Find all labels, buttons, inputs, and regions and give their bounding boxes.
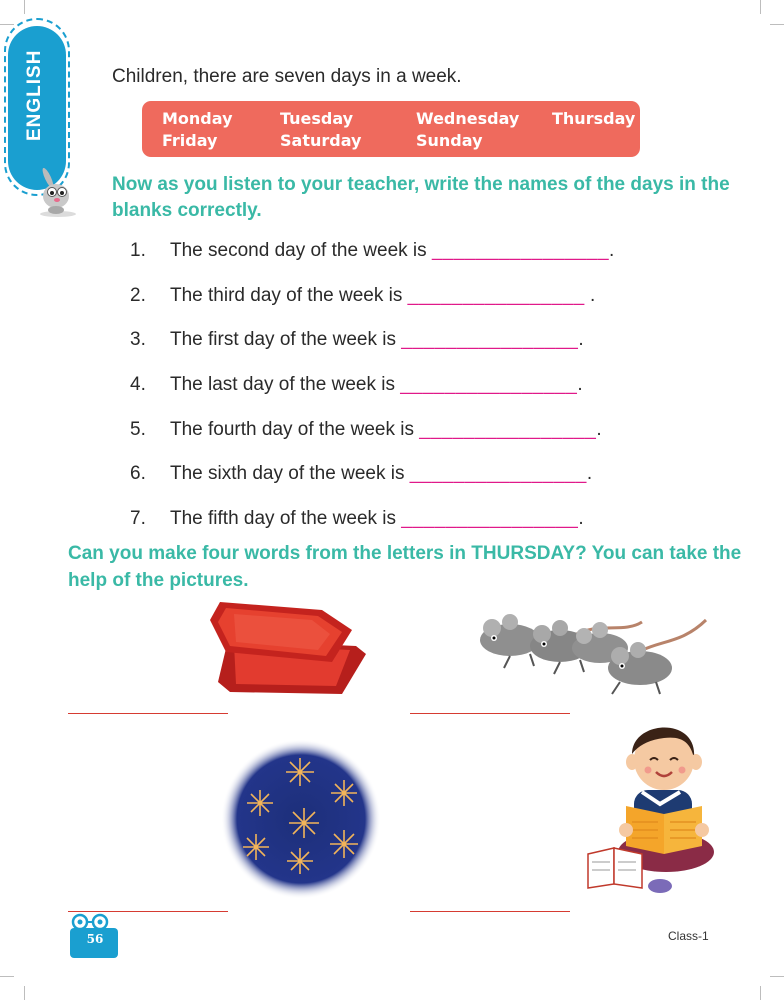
- question-end: .: [596, 419, 602, 440]
- intro-text: Children, there are seven days in a week.: [112, 66, 462, 87]
- days-of-week-box: [142, 101, 640, 157]
- subject-tab-label: ENGLISH: [24, 49, 45, 141]
- crop-mark: [0, 976, 14, 977]
- question-text: The fifth day of the week is: [170, 508, 402, 529]
- question-number: 4.: [130, 374, 146, 395]
- crop-mark: [24, 986, 25, 1000]
- task2-heading: Can you make four words from the letters in THURSDAY? You can take the help of the pictures.: [68, 543, 742, 591]
- answer-blank[interactable]: ________________: [400, 374, 578, 395]
- answer-blank[interactable]: ________________: [401, 508, 579, 529]
- question-text: The fourth day of the week is: [170, 419, 420, 440]
- answer-blank[interactable]: ________________: [401, 329, 579, 350]
- question-item: [130, 463, 592, 485]
- answer-blank[interactable]: ________________: [431, 240, 610, 261]
- answer-blank[interactable]: ________________: [419, 419, 597, 440]
- day-label: Wednesday: [416, 109, 520, 128]
- day-label: Tuesday: [280, 109, 354, 128]
- question-end: .: [609, 240, 615, 261]
- answer-line[interactable]: [410, 713, 570, 714]
- crop-mark: [24, 0, 25, 14]
- answer-blank[interactable]: ________________: [407, 285, 585, 306]
- day-label: Sunday: [416, 131, 483, 150]
- question-text: The second day of the week is: [170, 240, 432, 261]
- question-end: .: [578, 508, 584, 529]
- question-item: [130, 329, 584, 351]
- question-item: [130, 374, 583, 396]
- stars-picture: [220, 738, 382, 900]
- class-label: Class-1: [668, 929, 709, 943]
- rats-picture: [470, 606, 718, 702]
- page-number: 56: [86, 932, 104, 946]
- day-label: Saturday: [280, 131, 362, 150]
- question-end: .: [578, 329, 584, 350]
- question-end: .: [577, 374, 583, 395]
- question-item: [130, 419, 602, 441]
- rabbit-mascot-icon: [34, 166, 82, 218]
- question-number: 2.: [130, 285, 146, 306]
- day-label: Thursday: [552, 109, 636, 128]
- crop-mark: [760, 0, 761, 14]
- answer-line[interactable]: [68, 713, 228, 714]
- day-label: Monday: [162, 109, 233, 128]
- answer-blank[interactable]: ________________: [409, 463, 587, 484]
- crop-mark: [0, 24, 14, 25]
- question-text: The third day of the week is: [170, 285, 408, 306]
- answer-line[interactable]: [410, 911, 570, 912]
- question-text: The sixth day of the week is: [170, 463, 410, 484]
- question-end: .: [584, 285, 596, 306]
- question-item: [130, 285, 595, 307]
- question-number: 6.: [130, 463, 146, 484]
- question-item: [130, 508, 584, 530]
- instruction-heading: Now as you listen to your teacher, write the names of the days in the blanks correctly.: [112, 174, 730, 221]
- question-item: [130, 240, 614, 262]
- trays-picture: [206, 596, 368, 700]
- question-number: 3.: [130, 329, 146, 350]
- question-number: 5.: [130, 419, 146, 440]
- day-label: Friday: [162, 131, 218, 150]
- crop-mark: [770, 24, 784, 25]
- question-text: The last day of the week is: [170, 374, 401, 395]
- crop-mark: [770, 976, 784, 977]
- question-end: .: [586, 463, 593, 484]
- question-number: 7.: [130, 508, 146, 529]
- child-reading-picture: [586, 712, 718, 902]
- crop-mark: [760, 986, 761, 1000]
- question-text: The first day of the week is: [170, 329, 402, 350]
- question-number: 1.: [130, 240, 146, 261]
